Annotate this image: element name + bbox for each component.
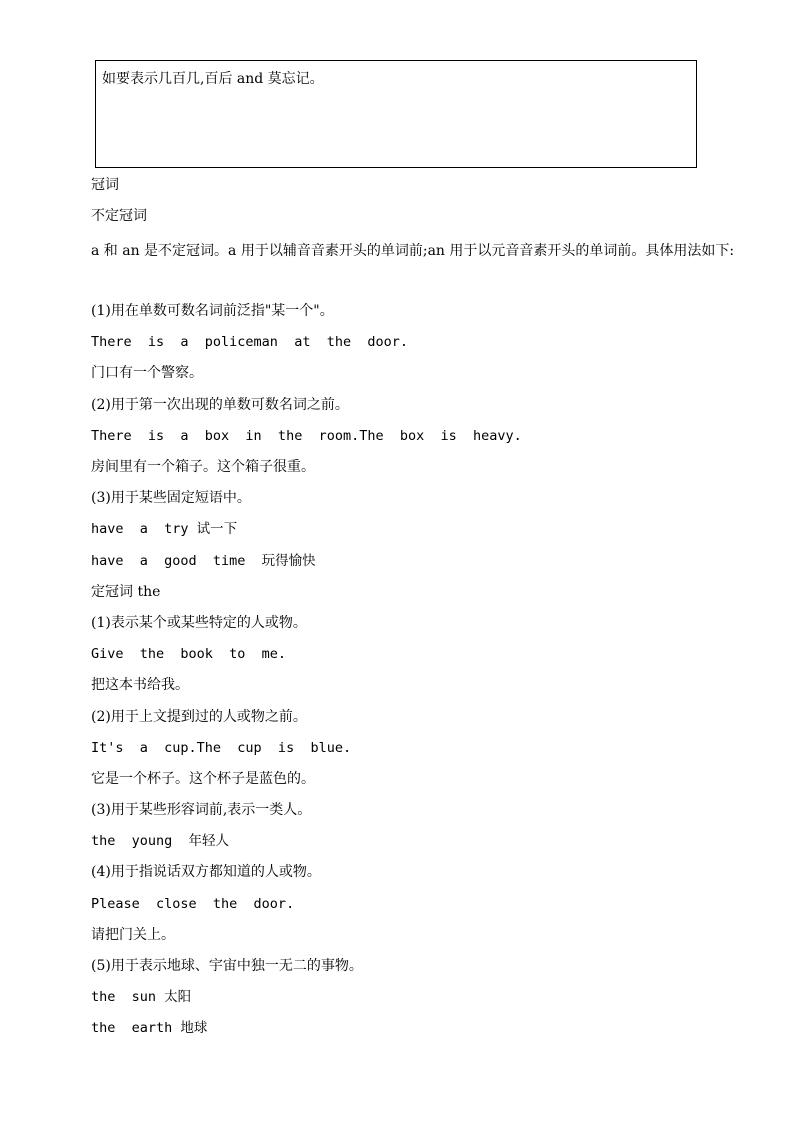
definite-example-1-cn: 把这本书给我。 <box>91 677 189 693</box>
indefinite-example-1-en: There is a policeman at the door. <box>91 334 408 350</box>
definite-rule-3: (3)用于某些形容词前,表示一类人。 <box>91 802 312 818</box>
indefinite-intro-paragraph: a 和 an 是不定冠词。a 用于以辅音音素开头的单词前;an 用于以元音音素开头的单词前。具体用法如下: <box>91 243 735 259</box>
definite-example-5a: the sun 太阳 <box>91 989 192 1005</box>
definite-example-2-cn: 它是一个杯子。这个杯子是蓝色的。 <box>91 771 315 787</box>
definite-rule-4: (4)用于指说话双方都知道的人或物。 <box>91 864 321 880</box>
definite-rule-5: (5)用于表示地球、宇宙中独一无二的事物。 <box>91 958 363 974</box>
indefinite-rule-1: (1)用在单数可数名词前泛指"某一个"。 <box>91 303 334 319</box>
definite-example-1-en: Give the book to me. <box>91 646 287 662</box>
indefinite-example-3b: have a good time 玩得愉快 <box>91 553 316 569</box>
definite-rule-1: (1)表示某个或某些特定的人或物。 <box>91 615 307 631</box>
definite-example-4-cn: 请把门关上。 <box>91 927 175 943</box>
indefinite-example-3a: have a try 试一下 <box>91 521 238 537</box>
heading-article: 冠词 <box>91 177 119 193</box>
note-box-text: 如要表示几百几,百后 and 莫忘记。 <box>102 71 324 87</box>
indefinite-example-2-en: There is a box in the room.The box is heavy. <box>91 428 522 444</box>
definite-example-5b: the earth 地球 <box>91 1020 208 1036</box>
indefinite-rule-2: (2)用于第一次出现的单数可数名词之前。 <box>91 397 349 413</box>
note-box <box>95 60 697 168</box>
definite-example-4-en: Please close the door. <box>91 896 295 912</box>
indefinite-rule-3: (3)用于某些固定短语中。 <box>91 490 251 506</box>
heading-indefinite-article: 不定冠词 <box>91 208 147 224</box>
definite-rule-2: (2)用于上文提到过的人或物之前。 <box>91 709 307 725</box>
heading-definite-article: 定冠词 the <box>91 584 161 600</box>
definite-example-2-en: It's a cup.The cup is blue. <box>91 740 352 756</box>
indefinite-example-1-cn: 门口有一个警察。 <box>91 365 203 381</box>
definite-example-3: the young 年轻人 <box>91 833 230 849</box>
indefinite-example-2-cn: 房间里有一个箱子。这个箱子很重。 <box>91 459 315 475</box>
